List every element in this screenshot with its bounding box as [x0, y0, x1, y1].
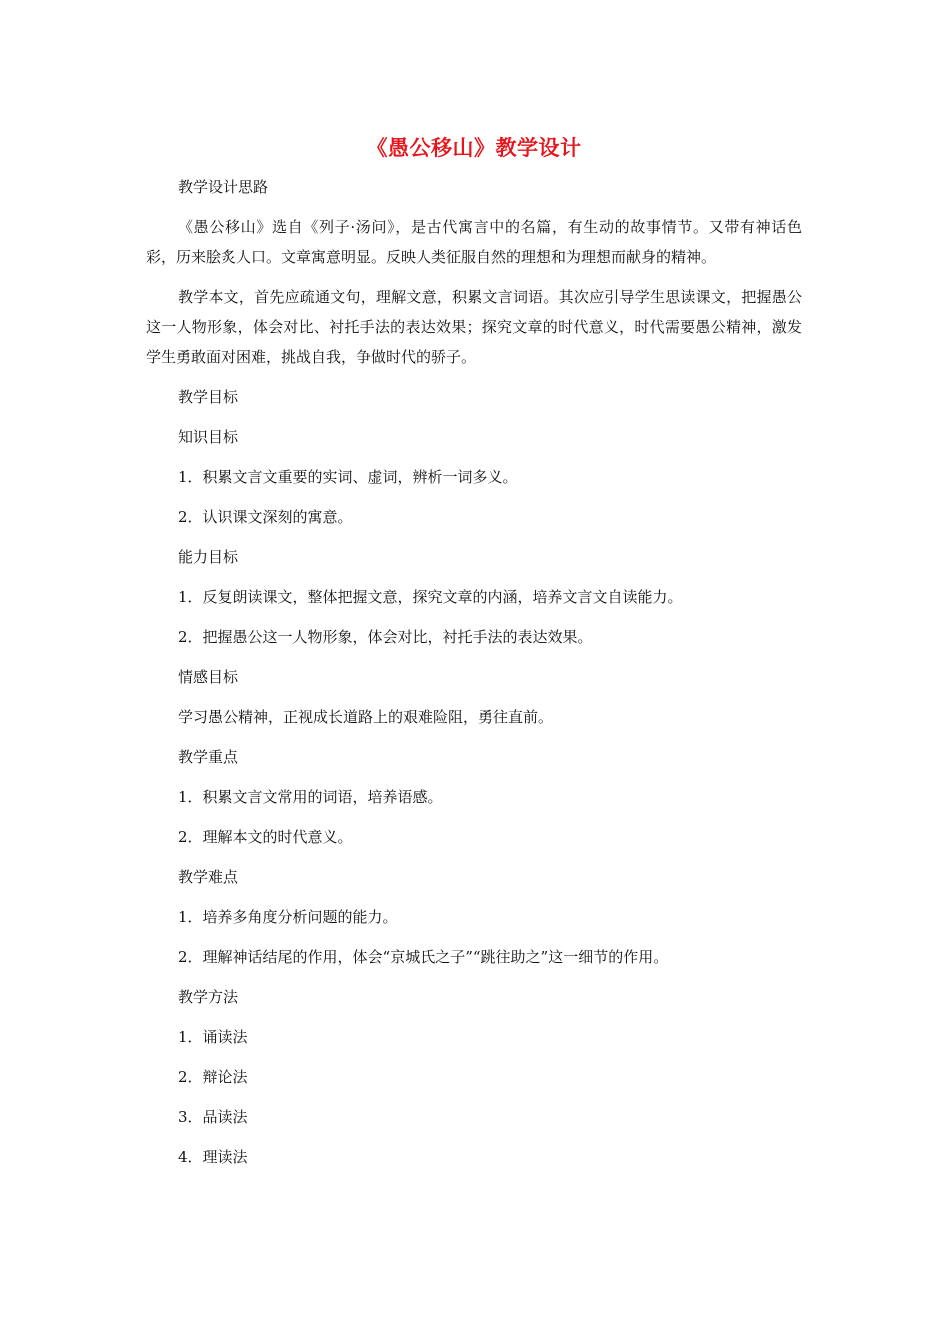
teaching-methods-heading: 教学方法 — [178, 988, 239, 1006]
teaching-focus-heading: 教学重点 — [178, 748, 239, 766]
document-page — [146, 134, 802, 1182]
ability-goals-heading: 能力目标 — [178, 548, 239, 566]
document-title: 《愚公移山》教学设计 — [366, 135, 582, 160]
teaching-method-item: 4．理读法 — [178, 1148, 248, 1166]
teaching-method-item: 1．诵读法 — [178, 1028, 248, 1046]
goals-heading: 教学目标 — [178, 388, 239, 406]
teaching-difficulty-item: 2．理解神话结尾的作用，体会“京城氏之子”“跳往助之”这一细节的作用。 — [178, 948, 669, 966]
teaching-method-item: 2．辩论法 — [178, 1068, 248, 1086]
knowledge-goal-item: 2．认识课文深刻的寓意。 — [178, 508, 353, 526]
teaching-focus-item: 1．积累文言文常用的词语，培养语感。 — [178, 788, 443, 806]
teaching-difficulty-heading: 教学难点 — [178, 868, 239, 886]
emotion-goal-item: 学习愚公精神，正视成长道路上的艰难险阻，勇往直前。 — [178, 708, 554, 726]
teaching-focus-item: 2．理解本文的时代意义。 — [178, 828, 353, 846]
ability-goal-item: 2．把握愚公这一人物形象，体会对比，衬托手法的表达效果。 — [178, 628, 593, 646]
design-idea-paragraph-2: 教学本文，首先应疏通文句，理解文意，积累文言词语。其次应引导学生思读课文，把握愚公这一人物形象，体会对比、衬托手法的表达效果；探究文章的时代意义，时代需要愚公精神，激发学生勇敢面对困难，挑战自我，争做时代的骄子。 — [146, 288, 802, 366]
ability-goal-item: 1．反复朗读课文，整体把握文意，探究文章的内涵，培养文言文自读能力。 — [178, 588, 683, 606]
teaching-difficulty-item: 1．培养多角度分析问题的能力。 — [178, 908, 398, 926]
knowledge-goals-heading: 知识目标 — [178, 428, 239, 446]
emotion-goals-heading: 情感目标 — [178, 668, 239, 686]
teaching-method-item: 3．品读法 — [178, 1108, 248, 1126]
design-idea-heading: 教学设计思路 — [178, 178, 269, 196]
design-idea-paragraph-1: 《愚公移山》选自《列子·汤问》，是古代寓言中的名篇，有生动的故事情节。又带有神话色彩，历来脍炙人口。文章寓意明显。反映人类征服自然的理想和为理想而献身的精神。 — [146, 218, 802, 266]
knowledge-goal-item: 1．积累文言文重要的实词、虚词，辨析一词多义。 — [178, 468, 518, 486]
